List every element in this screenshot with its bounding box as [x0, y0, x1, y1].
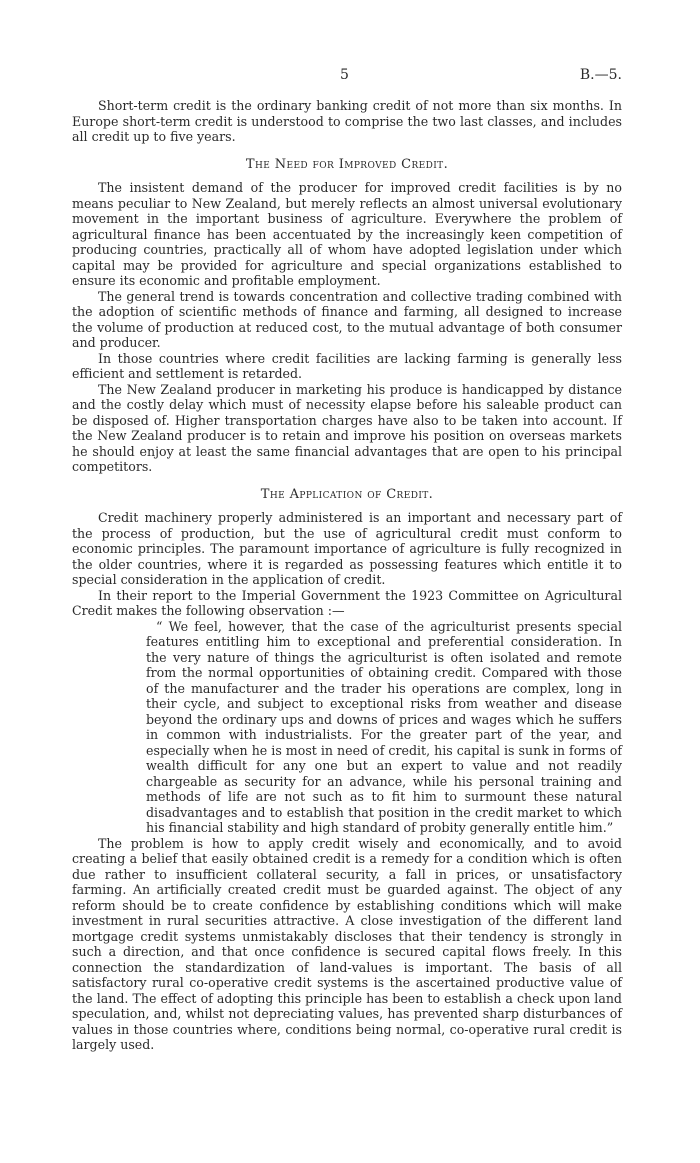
paragraph: Credit machinery properly administered is an important and necessary part of the process of production, but the use of agricultural credit must conform to economic principles. The paramount importance of agriculture is fully recognized in the older countries, where it is regarded as possessing features which entitle it to special consideration in the application of credit.	[72, 510, 622, 587]
paragraph: The New Zealand producer in marketing his produce is handicapped by distance and the costly delay which must of necessity elapse before his saleable product can be disposed of. Higher transportation charges have also to be taken into account. If the New Zealand producer is to retain and improve his position on overseas markets he should enjoy at least the same financial advantages that are open to his principal competitors.	[72, 381, 622, 474]
closing-paragraph: The problem is how to apply credit wisely and economically, and to avoid creating a belief that easily obtained credit is a remedy for a condition which is often due rather to insufficient collateral security, a fall in prices, or unsatisfactory farming. An artificially created credit must be guarded against. The object of any reform should be to create confidence by establishing conditions which will make investment in rural securities attractive. A close investigation of the different land mortgage credit systems unmistakably discloses that their tendency is strongly in such a direction, and that once confidence is secured capital flows freely. In this connection the standardization of land-values is important. The basis of all satisfactory rural co-operative credit systems is the ascertained productive value of the land. The effect of adopting this principle has been to establish a check upon land speculation, and, whilst not depreciating values, has prevented sharp disturbances of values in those countries where, conditions being normal, co-operative rural credit is largely used.	[72, 835, 622, 1052]
paragraph: The general trend is towards concentration and collective trading combined with the adoption of scientific methods of finance and farming, all designed to increase the volume of production at reduced cost, to the mutual advantage of both consumer and producer.	[72, 288, 622, 350]
section-heading-need: The Need for Improved Credit.	[245, 156, 449, 172]
quote-text: “ We feel, however, that the case of the agriculturist presents special features entitling him to exceptional and preferential consideration. In the very nature of things the agriculturist is often isolated and remote from the normal opportunities of obtaining credit. Compared with those of the manufacturer and the trader his operations are complex, long in their cycle, and subject to exceptional risks from weather and disease beyond the ordinary ups and downs of prices and wages which he suffers in common with industrialists. For the greater part of the year, and especially when he is most in need of credit, his capital is sunk in forms of wealth difficult for any one but an expert to value and not readily chargeable as security for an advance, while his personal training and methods of life are not such as to fit him to surmount these natural disadvantages and to establish that position in the credit market to which his financial stability and high standard of probity generally entitle him.”	[146, 618, 622, 835]
page-header	[72, 68, 622, 90]
block-quote	[146, 619, 622, 836]
paragraph: In their report to the Imperial Government the 1923 Committee on Agricultural Credit makes the following observation :—	[72, 587, 622, 618]
page-number: 5	[340, 67, 349, 83]
document-reference: B.—5.	[579, 67, 622, 83]
section-heading-application: The Application of Credit.	[260, 486, 434, 502]
intro-paragraph: Short-term credit is the ordinary banking credit of not more than six months. In Europe short-term credit is understood to comprise the two last classes, and includes all credit up to five years.	[72, 98, 622, 144]
paragraph: The insistent demand of the producer for improved credit facilities is by no means peculiar to New Zealand, but merely reflects an almost universal evolutionary movement in the important business of agriculture. Everywhere the problem of agricultural finance has been accentuated by the increasingly keen competition of producing countries, practically all of whom have adopted legislation under which capital may be provided for agriculture and special organizations established to ensure its economic and profitable employment.	[72, 180, 622, 288]
paragraph: In those countries where credit facilities are lacking farming is generally less efficient and settlement is retarded.	[72, 350, 622, 381]
